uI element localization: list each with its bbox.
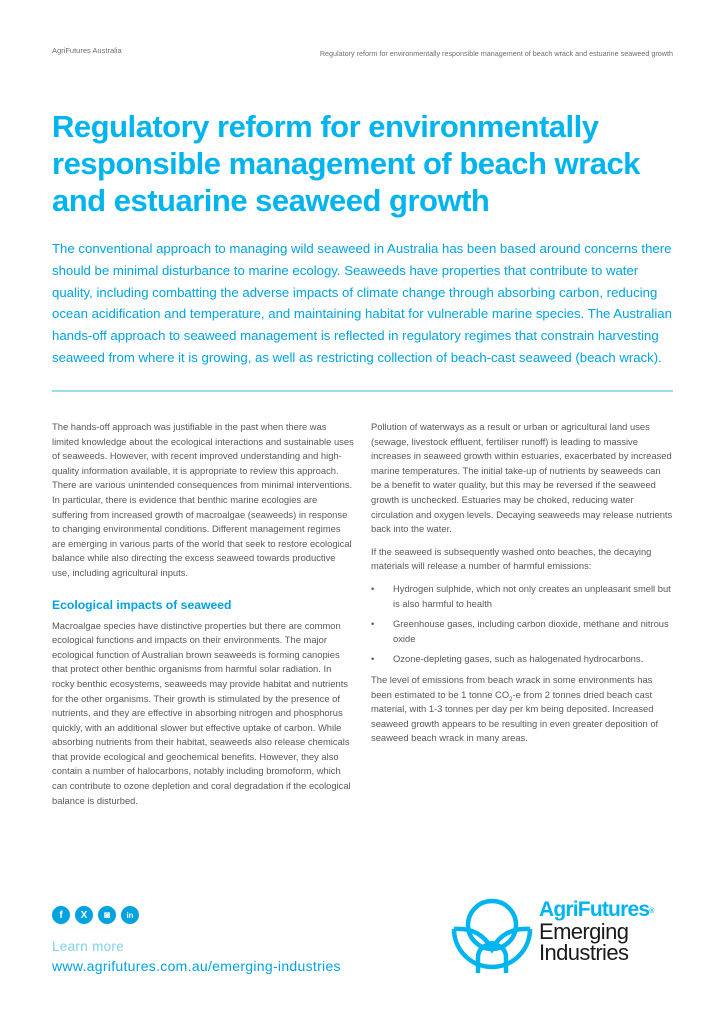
page-title: Regulatory reform for environmentally responsible management of beach wrack and estuarine seaweed growth: [52, 109, 640, 218]
subscript: 2: [509, 696, 513, 703]
right-column: [371, 420, 673, 754]
text-run: The level of emissions from beach wrack in some environments has been estimated to be 1 tonne CO: [371, 673, 653, 700]
instagram-icon[interactable]: ◙: [98, 906, 116, 924]
list-item-text: Ozone-depleting gases, such as halogenated hydrocarbons.: [393, 653, 644, 665]
bullet-icon: •: [371, 618, 375, 630]
list-item-text: Greenhouse gases, including carbon dioxide, methane and nitrous oxide: [393, 618, 669, 644]
logo-line-1: Emerging: [539, 919, 629, 944]
divider: [52, 390, 673, 392]
social-links: [52, 906, 139, 924]
header-organization: AgriFutures Australia: [52, 46, 122, 55]
list-item-text: Hydrogen sulphide, which not only creates an unpleasant smell but is also harmful to health: [393, 582, 671, 609]
x-icon[interactable]: X: [75, 906, 93, 924]
emissions-level-paragraph: [371, 673, 673, 746]
header-running-title: Regulatory reform for environmentally responsible management of beach wrack and estuarine seaweed growth: [319, 49, 673, 58]
logo-brand: [539, 899, 654, 921]
left-column: [52, 420, 354, 816]
list-item: [371, 582, 673, 611]
logo-line-2: Industries: [539, 940, 629, 965]
linkedin-icon[interactable]: in: [121, 906, 139, 924]
text-run: -e from 2 tonnes dried beach cast material, with 1-3 tonnes per day per km being deposited. Increased seaweed growth appears to be resulting in even greater deposition of seaweed beach wrack in many areas.: [371, 688, 659, 744]
agrifutures-logo-icon: [450, 893, 534, 977]
list-item: [371, 652, 673, 667]
bullet-icon: •: [371, 582, 375, 594]
website-link[interactable]: www.agrifutures.com.au/emerging-industries: [52, 958, 341, 974]
registered-mark: ®: [649, 908, 654, 915]
learn-more-label: Learn more: [52, 939, 125, 954]
facebook-icon[interactable]: f: [52, 906, 70, 924]
bullet-icon: •: [371, 653, 375, 665]
list-item: [371, 617, 673, 646]
agrifutures-logo: [539, 899, 654, 963]
emissions-intro: If the seaweed is subsequently washed onto beaches, the decaying materials will release a number of harmful emissions:: [371, 545, 652, 572]
section-heading: Ecological impacts of seaweed: [52, 597, 232, 612]
lead-paragraph: The conventional approach to managing wild seaweed in Australia has been based around concerns there should be minimal disturbance to marine ecology. Seaweeds have properties that contribute to water quality, including combatting the adverse impacts of climate change through absorbing carbon, reducing ocean acidification and temperature, and maintaining habitat for vulnerable marine species. The Australian hands-off approach to seaweed management is reflected in regulatory regimes that constrain harvesting seaweed from where it is growing, as well as restricting collection of beach-cast seaweed (beach wrack).: [52, 241, 672, 365]
emissions-list: [371, 582, 673, 667]
pollution-paragraph: Pollution of waterways as a result or urban or agricultural land uses (sewage, livestock effluent, fertiliser runoff) is leading to massive increases in seaweed growth within estuaries, exacerbated by increased marine temperatures. The initial take-up of nutrients by seaweeds can be a benefit to water quality, but this may be reversed if the seaweed growth is unchecked. Estuaries may be choked, reducing water circulation and oxygen levels. Decaying seaweeds may release nutrients back into the water.: [371, 421, 673, 535]
logo-brand-text: AgriFutures: [539, 898, 650, 921]
section-body: Macroalgae species have distinctive properties but there are common ecological functions and impacts on their environments. The major ecological function of Australian brown seaweeds is forming canopies that protect other benthic organisms from harmful solar radiation. In rocky benthic ecosystems, seaweeds may provide habitat and nutrients for the other organisms. Their growth is stimulated by the presence of nutrients, and they are effective in absorbing nitrogen and phosphorus quickly, with an additional slower but effective uptake of carbon. While absorbing nutrients from their habitat, seaweeds also release chemicals that provide ecological and geochemical benefits. However, they also contain a number of halocarbons, notably including bromoform, which can contribute to ozone depletion and coral degradation if the ecological balance is disturbed.: [52, 619, 351, 806]
intro-paragraph: The hands-off approach was justifiable in the past when there was limited knowledge about the ecological interactions and sustainable uses of seaweeds. However, with recent improved understanding and high-quality information available, it is appropriate to review this approach. There are various unintended consequences from minimal interventions. In particular, there is evidence that benthic marine ecologies are suffering from increased growth of macroalgae (seaweeds) in response to changing environmental conditions. Different management regimes are emerging in various parts of the world that seek to restore ecological balance while also directing the excess seaweed towards productive use, including agricultural inputs.: [52, 421, 354, 578]
